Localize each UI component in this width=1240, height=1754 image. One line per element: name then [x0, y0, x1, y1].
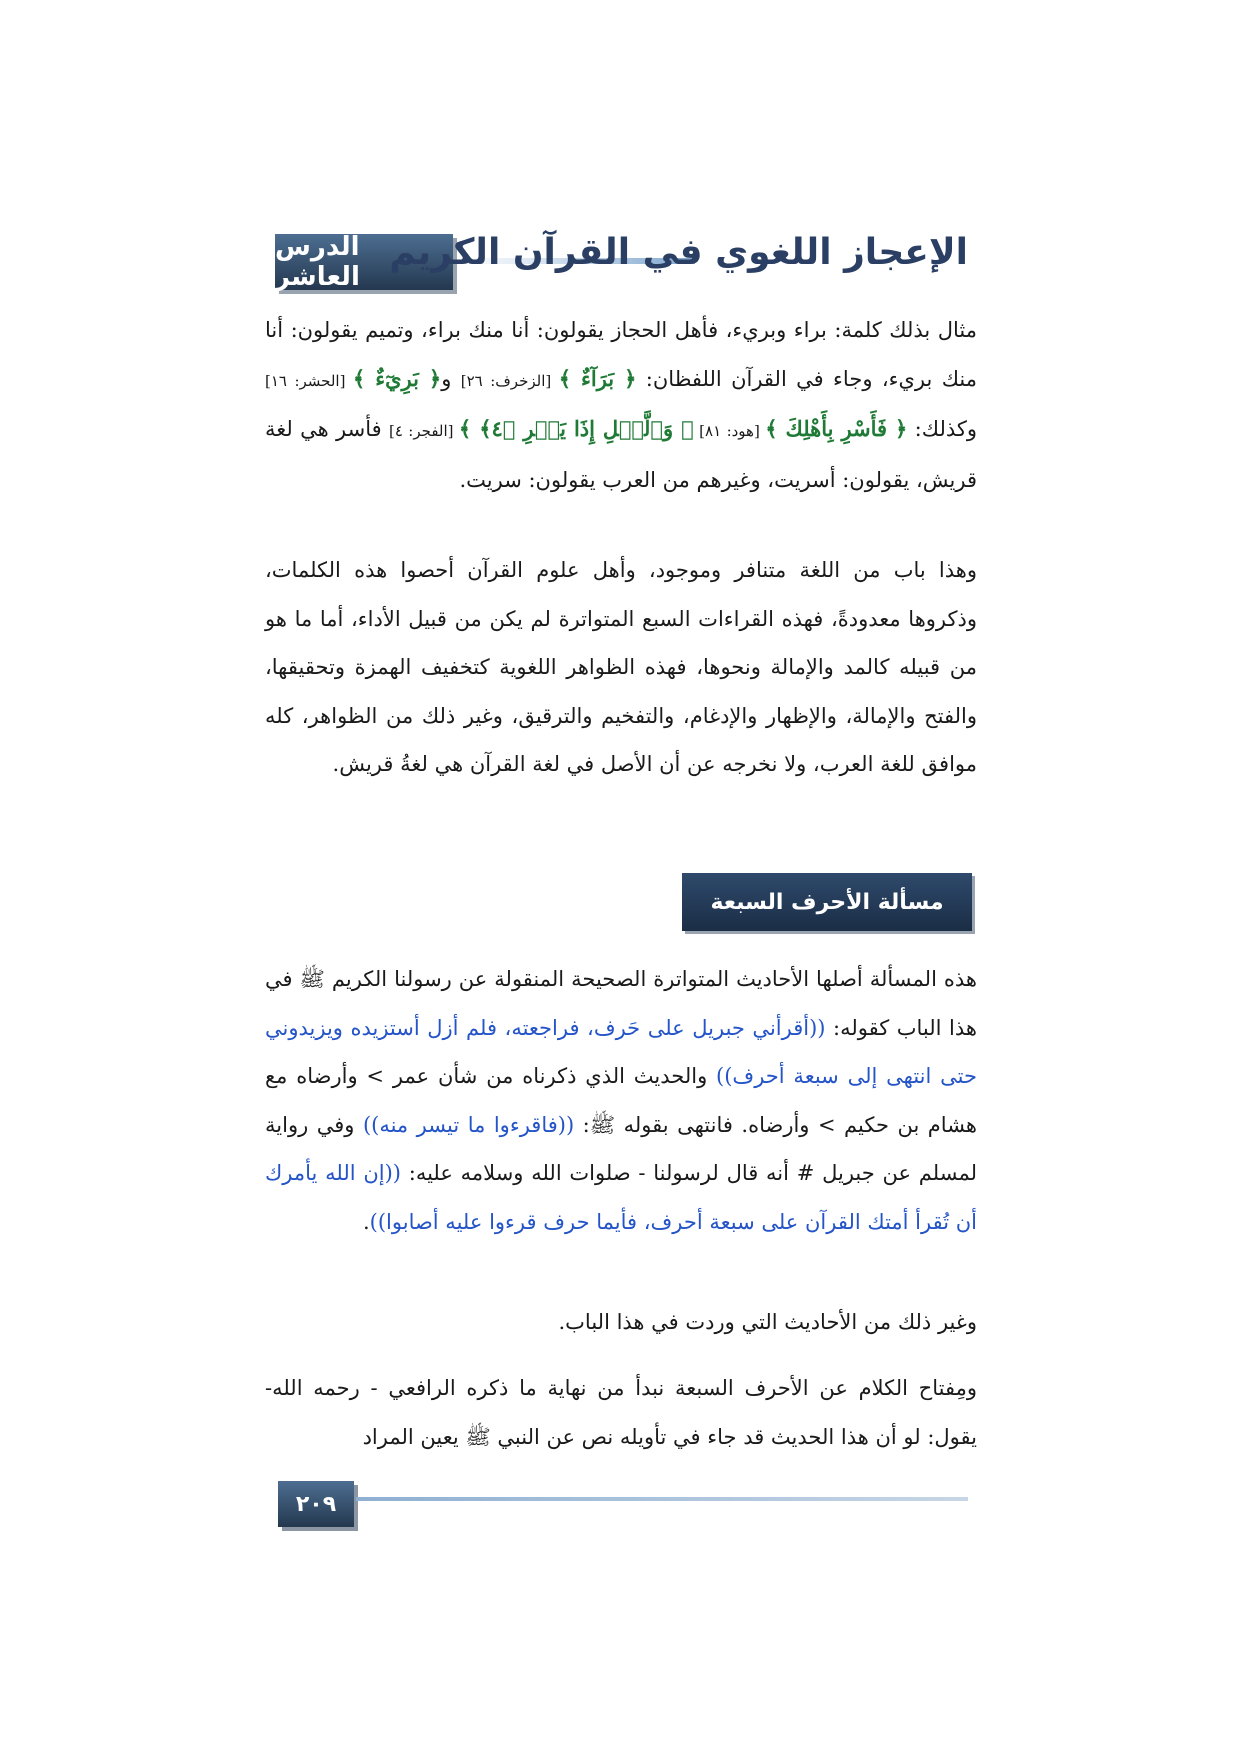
book-title: الإعجاز اللغوي في القرآن الكريم [389, 232, 968, 273]
paragraph-5-text: ومِفتاح الكلام عن الأحرف السبعة نبدأ من نهاية ما ذكره الرافعي - رحمه الله- يقول: لو أن هذا الحديث قد جاء في تأويله نص عن النبي ﷺ يعين المراد [265, 1376, 977, 1449]
verse-ref-2: [الحشر: ١٦] [265, 371, 353, 390]
quran-verse-3: ﴿ فَأَسْرِ بِأَهْلِكَ ﴾ [765, 416, 908, 441]
hadith-3: ((إن الله يأمرك أن تُقرأ أمتك القرآن على سبعة أحرف، فأيما حرف قرءوا عليه أصابوا)) [265, 1161, 977, 1234]
paragraph-4 [265, 1298, 977, 1347]
p3-middle: والحديث الذي ذكرناه من شأن عمر > وأرضاه مع هشام بن حكيم > وأرضاه. فانتهى بقوله ﷺ: [265, 1064, 978, 1137]
paragraph-2 [265, 546, 977, 789]
footer-rule [356, 1497, 968, 1501]
paragraph-1-text [265, 306, 977, 504]
paragraph-3 [265, 955, 977, 1246]
page-number: ٢٠٩ [278, 1481, 354, 1527]
section-heading: مسألة الأحرف السبعة [682, 873, 972, 931]
paragraph-5 [265, 1364, 977, 1461]
paragraph-1 [265, 306, 977, 504]
quran-verse-4: ﴿ وَٱلَّيۡلِ إِذَا يَسۡرِ ﴿٤﴾ ﴾ [458, 416, 694, 441]
p3-narration: وفي رواية لمسلم عن جبريل # أنه قال لرسولنا - صلوات الله وسلامه عليه: [265, 1112, 977, 1185]
p1-likewise: وكذلك: [907, 417, 978, 441]
lesson-label: الدرس العاشر [275, 234, 453, 290]
quran-verse-1: ﴿ بَرَآءٌ ﴾ [558, 365, 637, 391]
p3-end: . [362, 1209, 370, 1234]
verse-ref-1: [الزخرف: ٢٦] [460, 371, 559, 390]
p1-line2: يقولون: أنا منك بريء، وجاء في القرآن اللفظان: [265, 318, 977, 391]
hadith-2: ((فاقرءوا ما تيسر منه)) [362, 1112, 575, 1137]
hadith-1: ((أقرأني جبريل على حَرف، فراجعته، فلم أزل أستزيده ويزيدوني حتى انتهى إلى سبعة أحرف)) [265, 1015, 978, 1088]
verse-ref-3: [هود: ٨١] [693, 422, 766, 440]
p3-intro: هذه المسألة أصلها الأحاديث المتواترة الصحيحة المنقولة عن رسولنا الكريم ﷺ في هذا الباب كقوله: [265, 967, 977, 1040]
p1-and: و [441, 366, 461, 391]
paragraph-2-text: وهذا باب من اللغة متنافر وموجود، وأهل علوم القرآن أحصوا هذه الكلمات، وذكروها معدودةً، فهذه القراءات السبع المتواترة لم يكن من قبيل الأداء، أما ما هو من قبيله كالمد والإمالة ونحوها، فهذه الظواهر اللغوية كتخفيف الهمزة وتحقيقها، والفتح والإمالة، والإظهار والإدغام، والتفخيم والترقيق، وغير ذلك من الظواهر، كله موافق للغة العرب، ولا نخرجه عن أن الأصل في لغة القرآن هي لغةُ قريش. [265, 558, 977, 776]
paragraph-3-text [265, 955, 977, 1246]
verse-ref-4: [الفجر: ٤] [388, 422, 459, 440]
paragraph-4-text: وغير ذلك من الأحاديث التي وردت في هذا الباب. [558, 1310, 977, 1334]
quran-verse-2: ﴿ بَرِيٓءٌ ﴾ [352, 365, 442, 391]
p1-line1: مثال بذلك كلمة: براء وبريء، فأهل الحجاز يقولون: أنا منك براء، وتميم [365, 318, 977, 342]
p1-end: فأسر هي لغة قريش، يقولون: أسريت، وغيرهم من العرب يقولون: سريت. [265, 417, 977, 492]
